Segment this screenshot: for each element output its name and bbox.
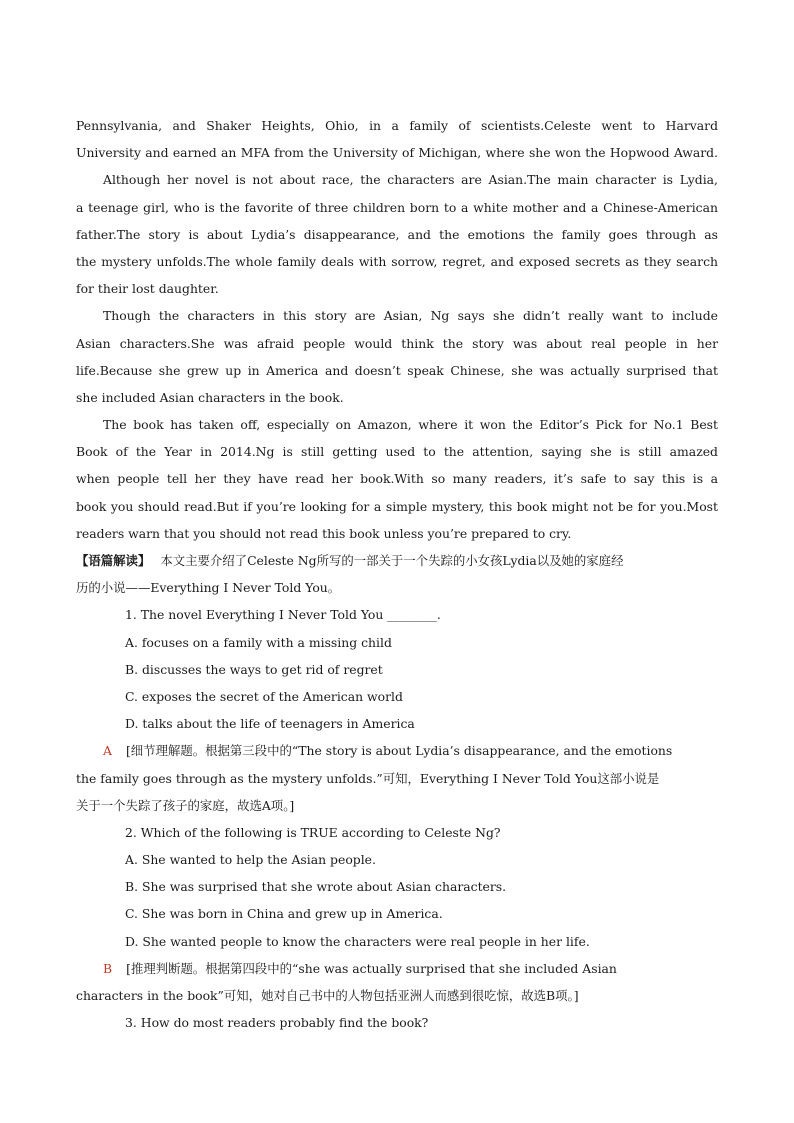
question-stem: 2. Which of the following is TRUE according to Celeste Ng? — [125, 824, 501, 840]
passage-line: Although her novel is not about race, the characters are Asian.The main character is Lydia, — [103, 172, 718, 188]
explanation-line: characters in the book”可知，她对自己书中的人物包括亚洲人而感到很吃惊，故选B项。] — [76, 988, 579, 1003]
question-stem: 3. How do most readers probably find the book? — [125, 1015, 429, 1031]
question-option: A. focuses on a family with a missing child — [125, 634, 392, 650]
analysis-heading: 【语篇解读】 — [76, 553, 151, 568]
explanation-line — [76, 955, 718, 982]
passage-line: father.The story is about Lydia’s disappearance, and the emotions the family goes through as — [76, 226, 718, 242]
analysis-line: 历的小说——Everything I Never Told You。 — [76, 580, 341, 596]
explanation-line: the family goes through as the mystery unfolds.”可知，Everything I Never Told You这部小说是 — [76, 770, 660, 786]
passage-line: The book has taken off, especially on Amazon, where it won the Editor’s Pick for No.1 Best — [103, 417, 718, 433]
passage-line: readers warn that you should not read this book unless you’re prepared to cry. — [76, 525, 572, 541]
question-option: C. exposes the secret of the American world — [125, 688, 403, 704]
passage-line: book you should read.But if you’re looking for a simple mystery, this book might not be for you.Most — [76, 498, 718, 514]
passage-line: University and earned an MFA from the University of Michigan, where she won the Hopwood Award. — [76, 145, 718, 161]
passage-line: the mystery unfolds.The whole family deals with sorrow, regret, and exposed secrets as they search — [76, 253, 718, 269]
explanation-line: 关于一个失踪了孩子的家庭，故选A项。] — [76, 797, 295, 813]
passage-line: when people tell her they have read her book.With so many readers, it’s safe to say this is a — [76, 471, 718, 487]
answer-letter: B — [103, 960, 113, 976]
passage-line: Asian characters.She was afraid people would think the story was about real people in her — [76, 335, 718, 351]
question-option: B. discusses the ways to get rid of regret — [125, 661, 383, 677]
question-stem: 1. The novel Everything I Never Told You ________. — [125, 607, 441, 623]
passage-line: life.Because she grew up in America and doesn’t speak Chinese, she was actually surprised that — [76, 362, 718, 378]
question-option: D. talks about the life of teenagers in America — [125, 716, 415, 732]
analysis-text: 本文主要介绍了Celeste Ng所写的一部关于一个失踪的小女孩Lydia以及她的家庭经 — [160, 553, 624, 568]
passage-line: Book of the Year in 2014.Ng is still getting used to the attention, saying she is still amazed — [76, 444, 718, 460]
question-option: D. She wanted people to know the characters were real people in her life. — [125, 933, 590, 949]
question-option: C. She was born in China and grew up in America. — [125, 906, 443, 922]
answer-letter: A — [103, 743, 112, 759]
analysis-line — [76, 547, 718, 574]
explanation-line — [76, 737, 718, 764]
passage-line: a teenage girl, who is the favorite of three children born to a white mother and a Chinese-American — [76, 199, 718, 215]
explanation-text: [细节理解题。根据第三段中的“The story is about Lydia’s disappearance, and the emotions — [125, 743, 673, 759]
document-page — [76, 112, 718, 1036]
passage-line: Though the characters in this story are Asian, Ng says she didn’t really want to include — [103, 308, 718, 324]
passage-line: Pennsylvania, and Shaker Heights, Ohio, in a family of scientists.Celeste went to Harvard — [76, 118, 718, 133]
question-option: A. She wanted to help the Asian people. — [125, 852, 376, 868]
question-option: B. She was surprised that she wrote about Asian characters. — [125, 879, 507, 895]
explanation-text: [推理判断题。根据第四段中的“she was actually surprised that she included Asian — [126, 960, 617, 976]
passage-line: she included Asian characters in the book. — [76, 389, 344, 405]
passage-line: for their lost daughter. — [76, 281, 219, 297]
